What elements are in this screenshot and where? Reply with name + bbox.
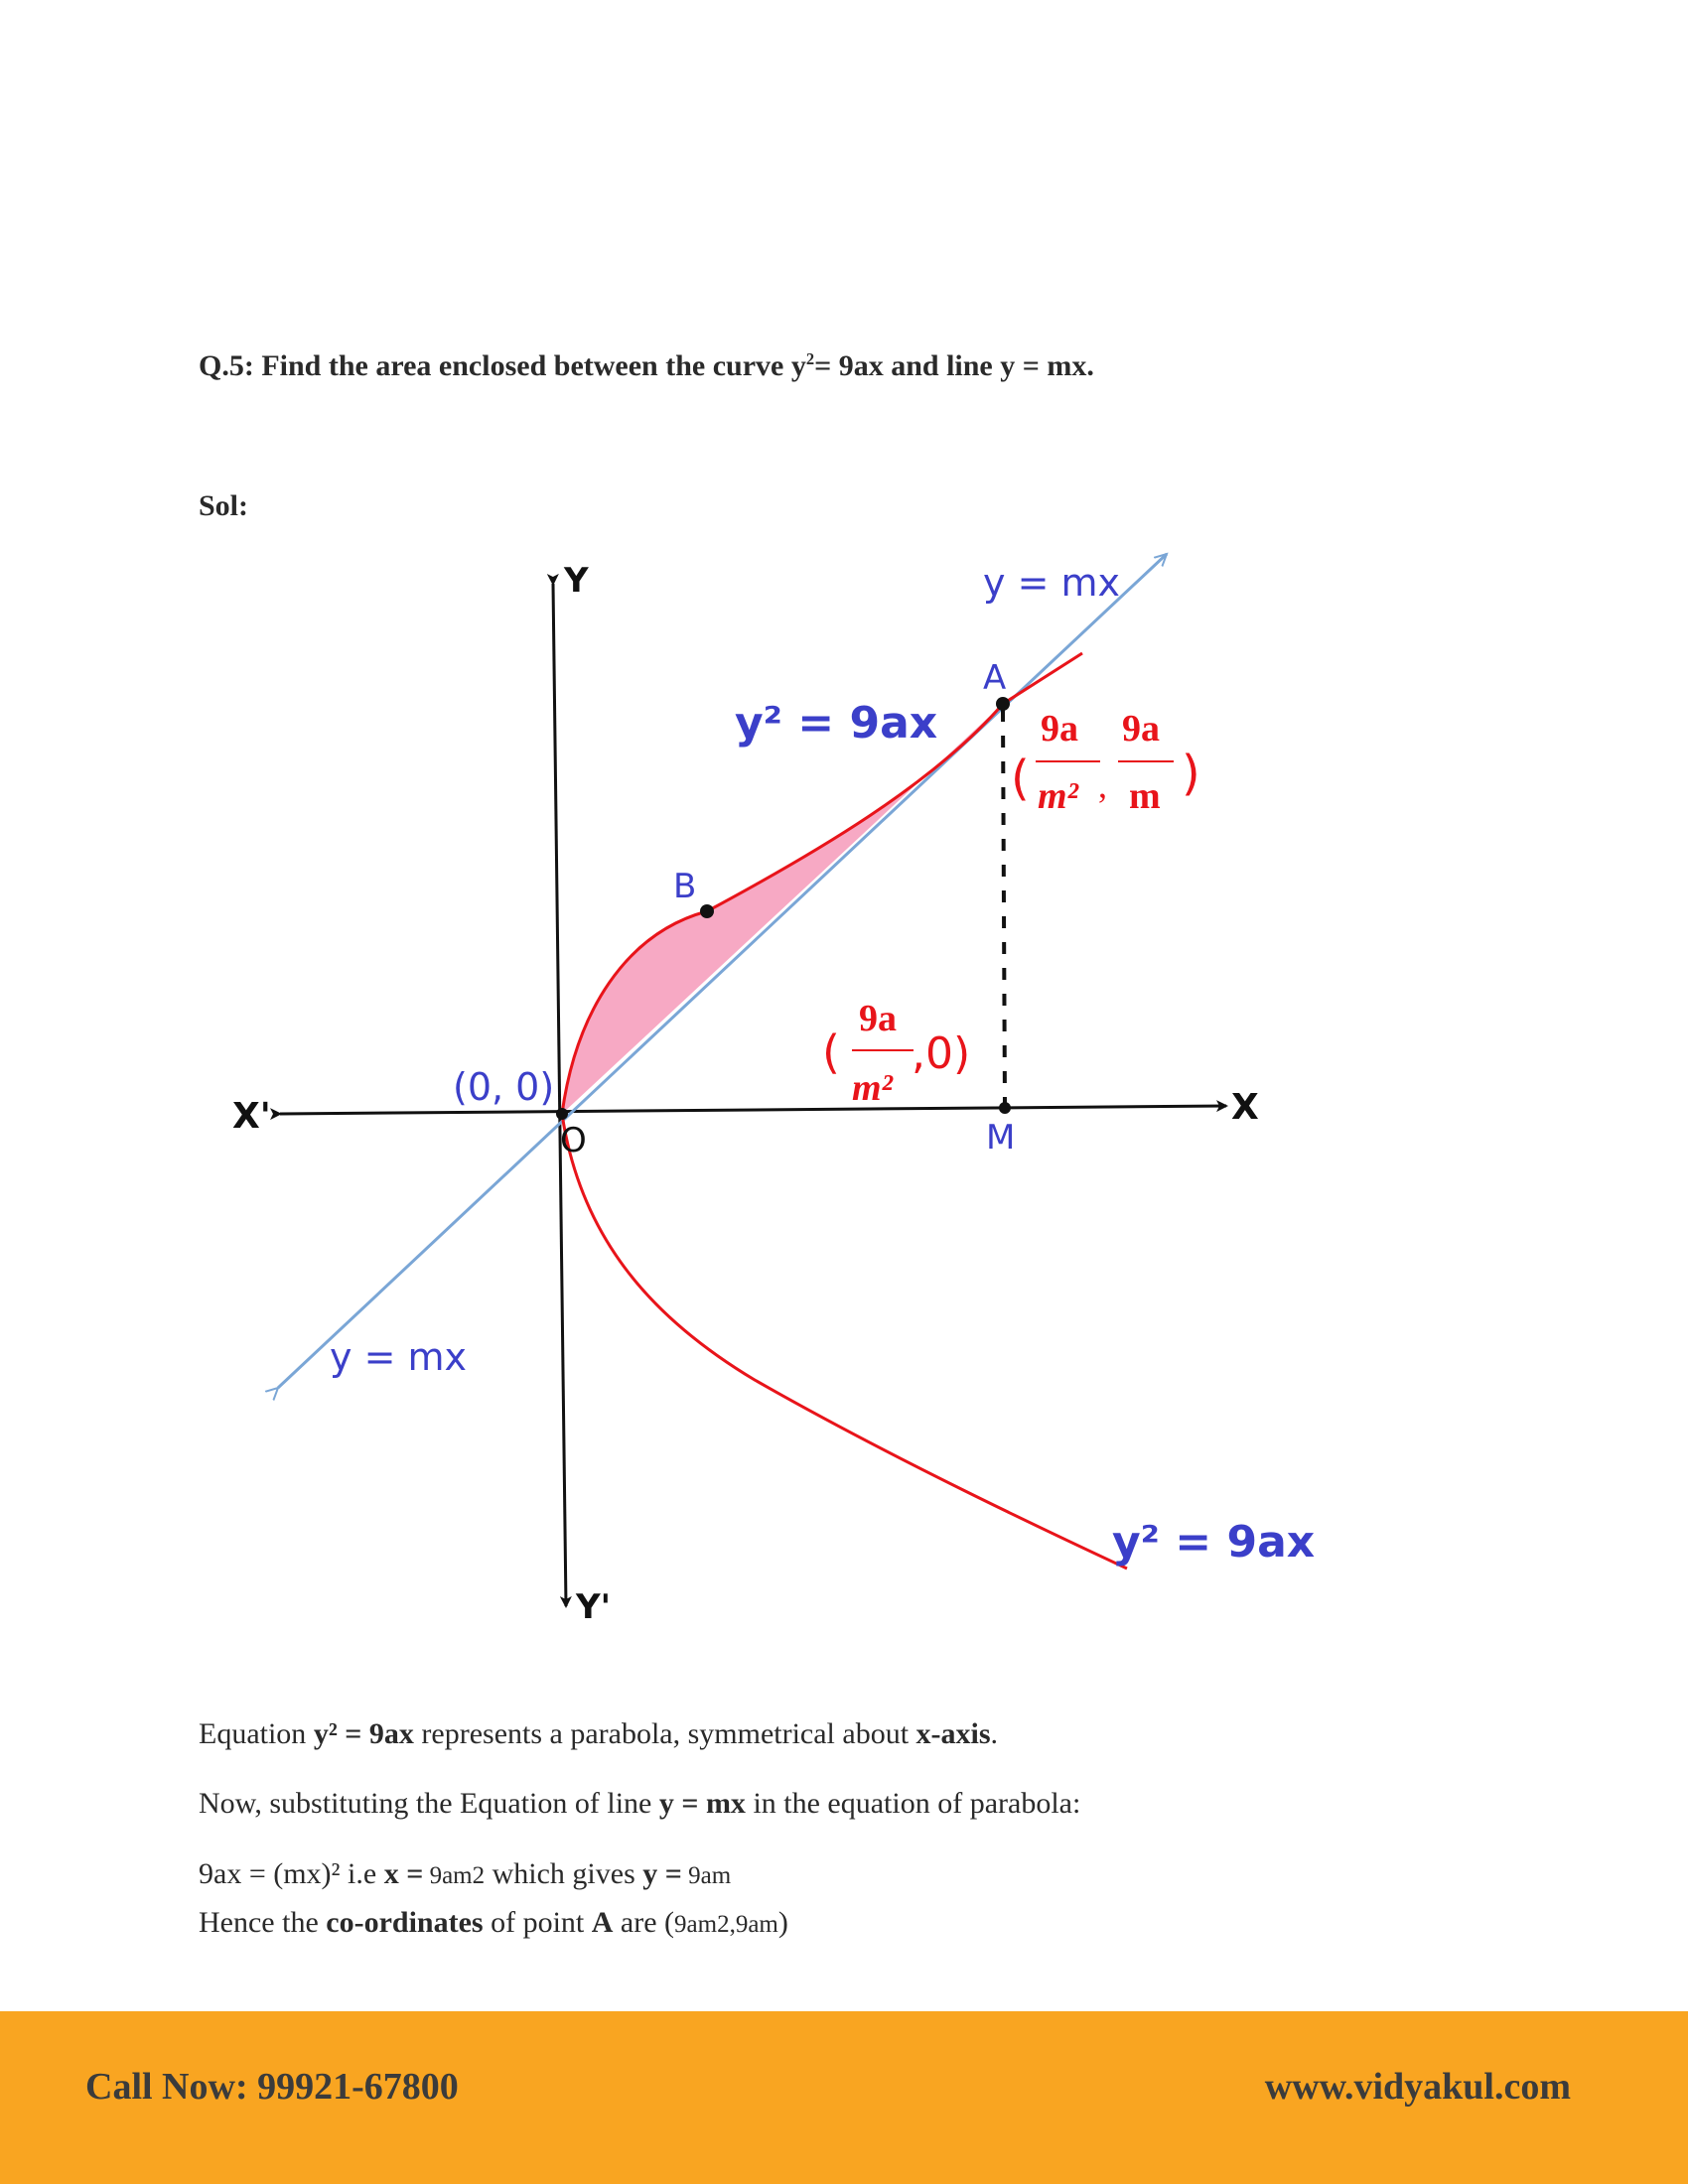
label-point-b: B xyxy=(673,867,697,906)
label-y-axis-bottom: Y' xyxy=(576,1587,612,1627)
footer-call-number[interactable]: Call Now: 99921-67800 xyxy=(85,2066,459,2108)
paragraph-equation-parabola: Equation y² = 9ax represents a parabola, symmetrical about x-axis. xyxy=(199,1717,999,1750)
x-axis xyxy=(280,1106,1226,1114)
label-origin-coords: (0, 0) xyxy=(453,1065,555,1109)
solution-label: Sol: xyxy=(199,489,249,522)
svg-text:,: , xyxy=(1098,765,1107,805)
point-a-dot xyxy=(996,697,1010,711)
label-origin: O xyxy=(560,1121,587,1160)
dashed-line-am xyxy=(1003,710,1005,1108)
svg-text:9a: 9a xyxy=(1122,708,1160,750)
paragraph-solve-x-y: 9ax = (mx)² i.e x = 9am2 which gives y = 9am xyxy=(199,1857,732,1890)
parabola-lower-branch xyxy=(562,1114,1127,1569)
svg-text:(: ( xyxy=(1011,751,1030,806)
label-y-axis-top: Y xyxy=(564,561,589,601)
svg-text:m: m xyxy=(1129,775,1161,817)
point-b-dot xyxy=(700,904,714,918)
svg-text:m²: m² xyxy=(1038,775,1078,817)
footer-website-link[interactable]: www.vidyakul.com xyxy=(1264,2066,1571,2108)
footer-banner xyxy=(0,2011,1688,2184)
line-y-mx xyxy=(278,554,1167,1388)
svg-text:9a: 9a xyxy=(1041,708,1078,750)
question-text: Q.5: Find the area enclosed between the curve $y^2= 9ax$ and line y = mx. xyxy=(199,349,1094,382)
label-parabola-bottom: y² = 9ax xyxy=(1112,1517,1316,1568)
svg-text:): ) xyxy=(1182,746,1200,801)
paragraph-coordinates-a: Hence the co-ordinates of point A are (9am2,9am) xyxy=(199,1906,788,1939)
label-x-axis-left: X' xyxy=(232,1096,271,1137)
point-a-coordinates xyxy=(1011,708,1200,817)
point-m-coordinates xyxy=(822,998,970,1109)
point-o-dot xyxy=(556,1108,568,1120)
point-m-dot xyxy=(999,1102,1011,1114)
label-line-top: y = mx xyxy=(983,561,1120,605)
svg-text:9a: 9a xyxy=(859,998,897,1039)
label-line-bottom: y = mx xyxy=(330,1335,467,1379)
label-x-axis-right: X xyxy=(1231,1087,1259,1128)
label-point-m: M xyxy=(986,1118,1016,1158)
paragraph-substitution: Now, substituting the Equation of line y = mx in the equation of parabola: xyxy=(199,1787,1081,1820)
label-parabola-top: y² = 9ax xyxy=(735,698,938,749)
svg-text:m²: m² xyxy=(852,1067,893,1109)
svg-text:,0): ,0) xyxy=(912,1028,971,1079)
svg-text:(: ( xyxy=(822,1025,840,1079)
label-point-a: A xyxy=(983,658,1007,698)
